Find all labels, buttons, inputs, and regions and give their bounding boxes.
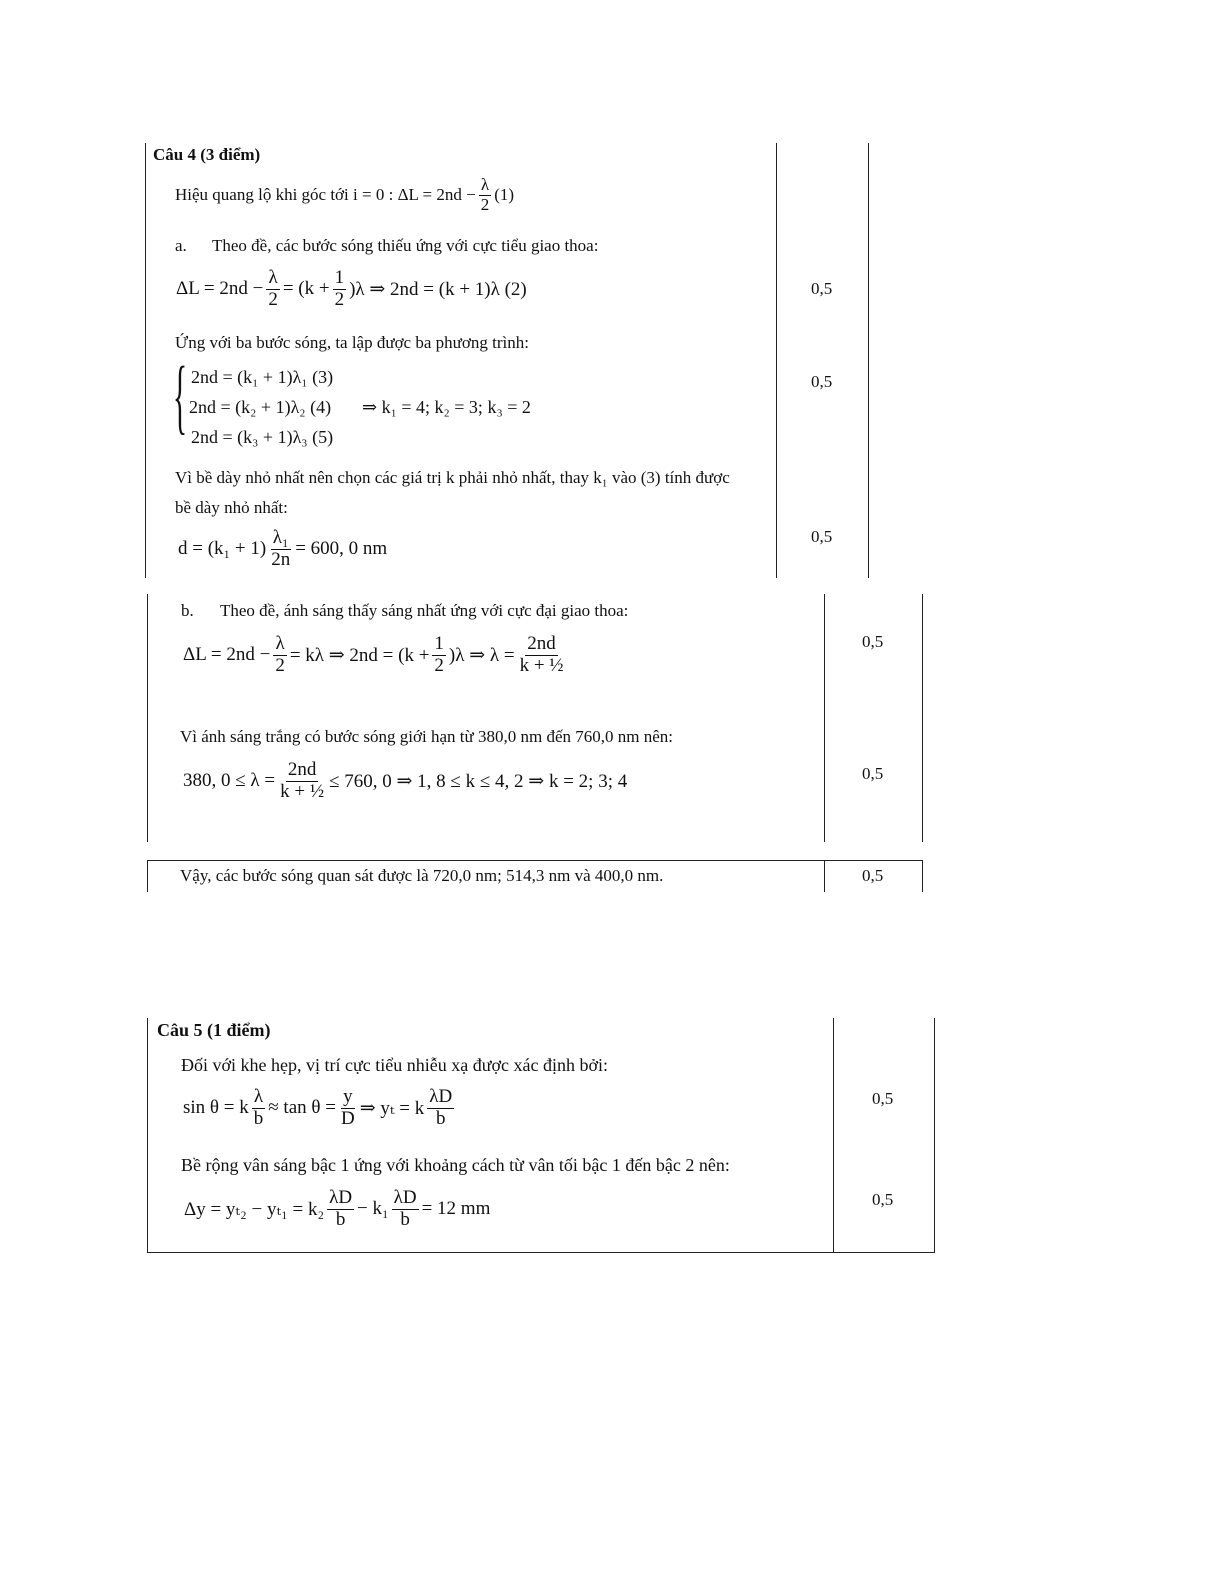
- final-row-right: [922, 860, 923, 892]
- min-thickness-text-1: Vì bề dày nhỏ nhất nên chọn các giá trị k phải nhỏ nhất, thay k₁ vào (3) tính được: [175, 468, 730, 487]
- final-row-middle: [824, 860, 825, 892]
- q5-border-bottom: [147, 1252, 935, 1253]
- white-light-text: Vì ánh sáng trắng có bước sóng giới hạn từ 380,0 nm đến 760,0 nm nên:: [180, 727, 673, 746]
- question-4-intro-equation: [175, 176, 514, 214]
- final-row-top-border: [147, 860, 923, 861]
- table2-border-left: [147, 594, 148, 842]
- score-b-1: 0,5: [862, 632, 884, 651]
- table-border-right: [868, 143, 869, 578]
- table2-border-right: [922, 594, 923, 842]
- final-row-left: [147, 860, 148, 892]
- q5-equation-2: Δy = yₜ₂ − yₜ₁ = k₂ $\frac{\lambda D}{b}$ − k₁ $\frac{\lambda D}{b}$ = 12 mm: [184, 1187, 491, 1230]
- q5-score-1: 0,5: [872, 1089, 894, 1108]
- q5-text-2: Bề rộng vân sáng bậc 1 ứng với khoảng cách từ vân tối bậc 1 đến bậc 2 nên:: [181, 1155, 730, 1175]
- table-border-left: [145, 143, 146, 578]
- q5-text-1: Đối với khe hẹp, vị trí cực tiểu nhiễu xạ được xác định bởi:: [181, 1055, 608, 1075]
- intro-text: Hiệu quang lộ khi góc tới i = 0 :: [175, 185, 394, 205]
- min-thickness-text-2: bề dày nhỏ nhất:: [175, 498, 288, 517]
- equation-4: 380, 0 ≤ λ = $\frac{2nd}{\text{k + ½}}$ ≤ 760, 0 ⇒ 1, 8 ≤ k ≤ 4, 2 ⇒ k = 2; 3; 4: [183, 759, 628, 802]
- score-final: 0,5: [862, 866, 884, 885]
- part-b-text: Theo đề, ánh sáng thấy sáng nhất ứng với cực đại giao thoa:: [220, 601, 629, 620]
- q5-border-left: [147, 1018, 148, 1253]
- eq1-tag: (1): [494, 185, 515, 205]
- question-4-title: Câu 4 (3 điểm): [153, 145, 261, 164]
- final-answer-text: Vậy, các bước sóng quan sát được là 720,0 nm; 514,3 nm và 400,0 nm.: [180, 866, 664, 885]
- score-a-2: 0,5: [811, 372, 833, 391]
- q5-border-right: [934, 1018, 935, 1253]
- system-brace: {: [173, 350, 188, 443]
- system-eq-3: 2nd = (k₁ + 1)λ₁ (3): [191, 367, 334, 387]
- equation-3: ΔL = 2nd − $\frac{\lambda}{2}$ = kλ ⇒ 2nd = (k + $\frac{1}{2}$ )λ ⇒ λ = $\frac{2nd}{\text{k + ½}}$: [183, 633, 564, 676]
- score-a-1: 0,5: [811, 279, 833, 298]
- system-eq-5: 2nd = (k₃ + 1)λ₃ (5): [191, 427, 334, 447]
- three-equations-text: Ứng với ba bước sóng, ta lập được ba phương trình:: [175, 333, 529, 352]
- equation-2: ΔL = 2nd − $\frac{\lambda}{2}$ = (k + $\frac{1}{2}$ )λ ⇒ 2nd = (k + 1)λ (2): [176, 267, 527, 310]
- part-b-label: b.: [181, 601, 194, 620]
- eq1-left: ΔL = 2nd −: [397, 185, 476, 205]
- system-eq-4: 2nd = (k₂ + 1)λ₂ (4): [189, 397, 332, 417]
- score-b-2: 0,5: [862, 764, 884, 783]
- system-result: ⇒ k₁ = 4; k₂ = 3; k₃ = 2: [362, 397, 531, 417]
- table2-border-middle: [824, 594, 825, 842]
- part-a-text: Theo đề, các bước sóng thiếu ứng với cực tiểu giao thoa:: [212, 236, 599, 255]
- q5-score-2: 0,5: [872, 1190, 894, 1209]
- part-a-label: a.: [175, 236, 187, 255]
- question-5-title: Câu 5 (1 điểm): [157, 1020, 271, 1040]
- thickness-equation: d = (k₁ + 1) $\frac{\text{λ₁}}{2n}$ = 600, 0 nm: [178, 527, 388, 570]
- score-a-3: 0,5: [811, 527, 833, 546]
- table-border-middle: [776, 143, 777, 578]
- q5-border-middle: [833, 1018, 834, 1253]
- q5-equation-1: sin θ = k $\frac{\lambda}{b}$ ≈ tan θ = $\frac{y}{D}$ ⇒ yₜ = k $\frac{\lambda D}{b}$: [183, 1086, 453, 1129]
- eq1-fraction: $\frac{\lambda}{2}$: [480, 175, 490, 214]
